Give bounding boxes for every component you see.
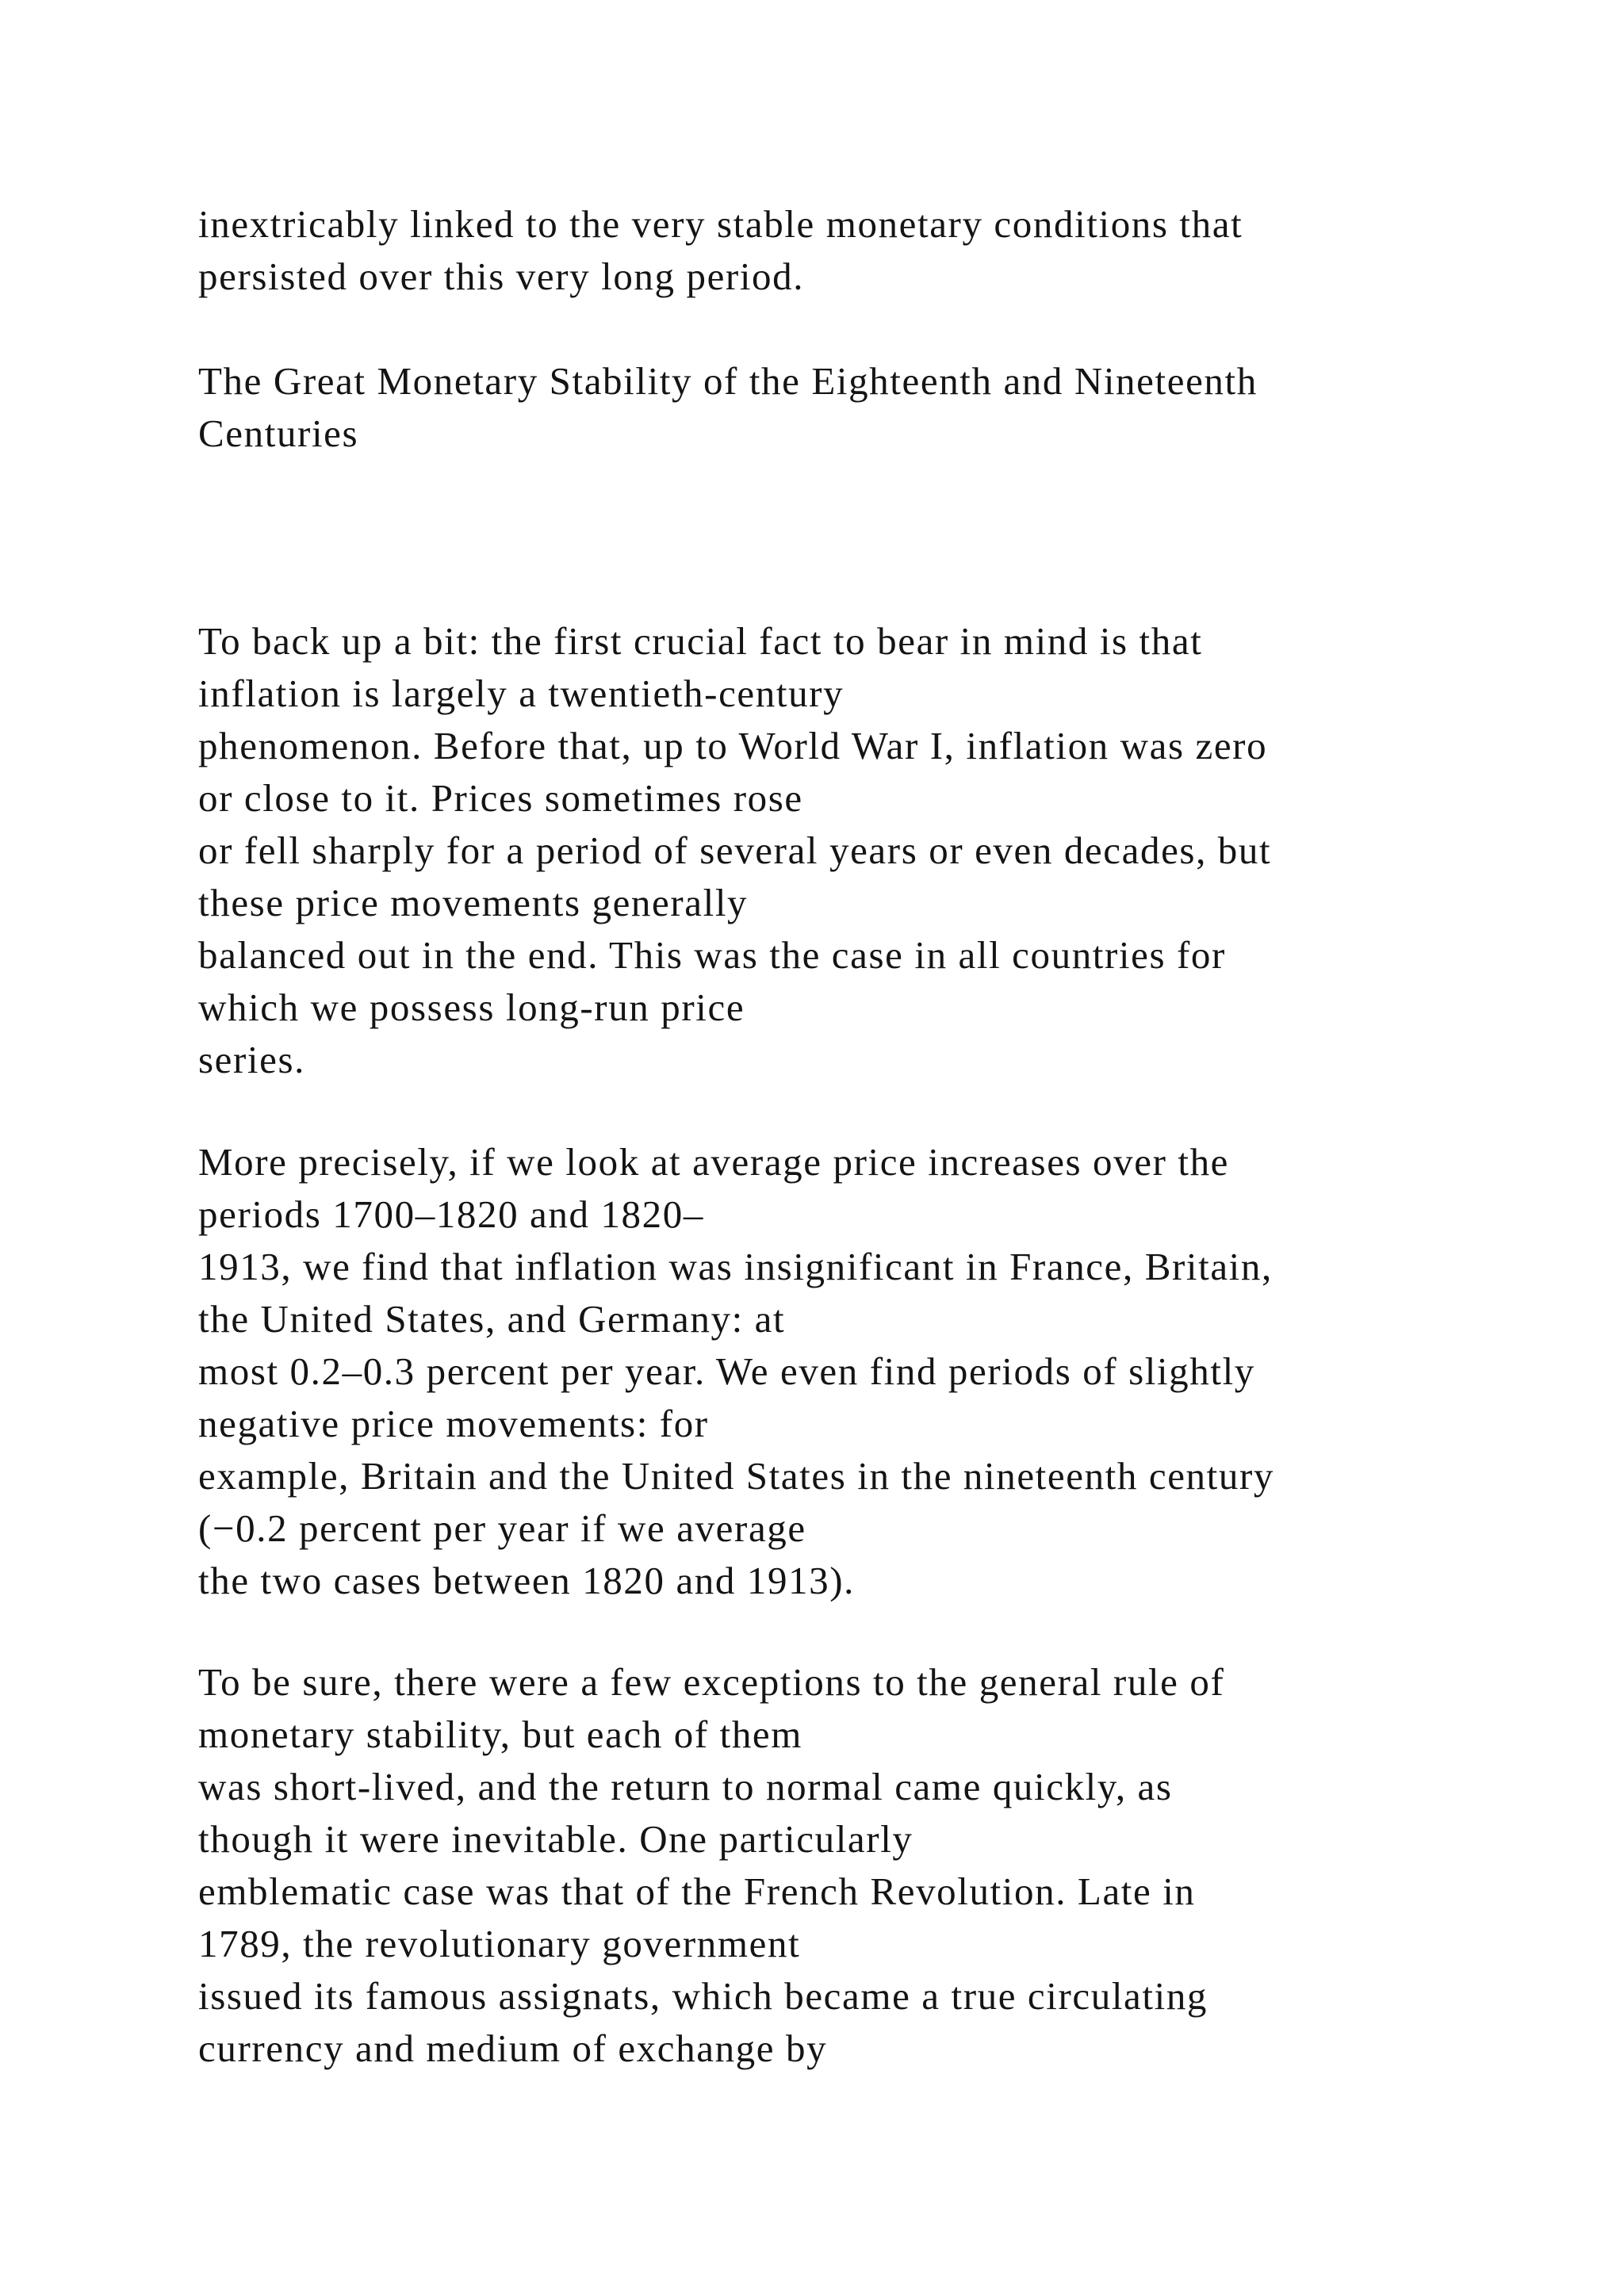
text-line: monetary stability, but each of them [198,1712,802,1756]
text-line: though it were inevitable. One particularly [198,1817,914,1861]
text-line: the two cases between 1820 and 1913). [198,1559,856,1602]
text-line: periods 1700–1820 and 1820– [198,1192,704,1236]
paragraph-exceptions-monetary-stability [198,1656,1546,2075]
text-line: (−0.2 percent per year if we average [198,1506,806,1550]
text-line: series. [198,1038,306,1081]
text-line: inextricably linked to the very stable monetary conditions that [198,202,1243,246]
text-line: most 0.2–0.3 percent per year. We even find periods of slightly [198,1349,1255,1393]
text-line: currency and medium of exchange by [198,2026,828,2070]
text-line: or close to it. Prices sometimes rose [198,776,803,820]
text-line: phenomenon. Before that, up to World War I, inflation was zero [198,724,1268,767]
text-line: persisted over this very long period. [198,254,805,298]
text-line: negative price movements: for [198,1402,709,1445]
text-line: To back up a bit: the first crucial fact to bear in mind is that [198,619,1203,663]
text-line: More precisely, if we look at average price increases over the [198,1140,1230,1184]
text-line: balanced out in the end. This was the case in all countries for [198,933,1226,977]
text-line: which we possess long-run price [198,985,745,1029]
text-line: was short-lived, and the return to normal came quickly, as [198,1765,1173,1808]
paragraph-inflation-twentieth-century [198,615,1546,1086]
heading-line: The Great Monetary Stability of the Eighteenth and Nineteenth [198,359,1258,403]
text-line: these price movements generally [198,881,749,924]
paragraph-intro-continuation [198,198,1546,303]
text-line: To be sure, there were a few exceptions to the general rule of [198,1660,1225,1704]
text-line: inflation is largely a twentieth-century [198,672,845,715]
text-line: 1913, we find that inflation was insignificant in France, Britain, [198,1245,1273,1288]
heading-line: Centuries [198,411,359,455]
text-line: example, Britain and the United States in the nineteenth century [198,1454,1274,1498]
text-line: emblematic case was that of the French Revolution. Late in [198,1869,1196,1913]
paragraph-average-price-increases [198,1136,1546,1607]
text-line: issued its famous assignats, which became a true circulating [198,1974,1208,2018]
text-line: 1789, the revolutionary government [198,1922,801,1965]
text-line: or fell sharply for a period of several years or even decades, but [198,828,1272,872]
section-heading [198,355,1546,460]
text-line: the United States, and Germany: at [198,1297,786,1341]
